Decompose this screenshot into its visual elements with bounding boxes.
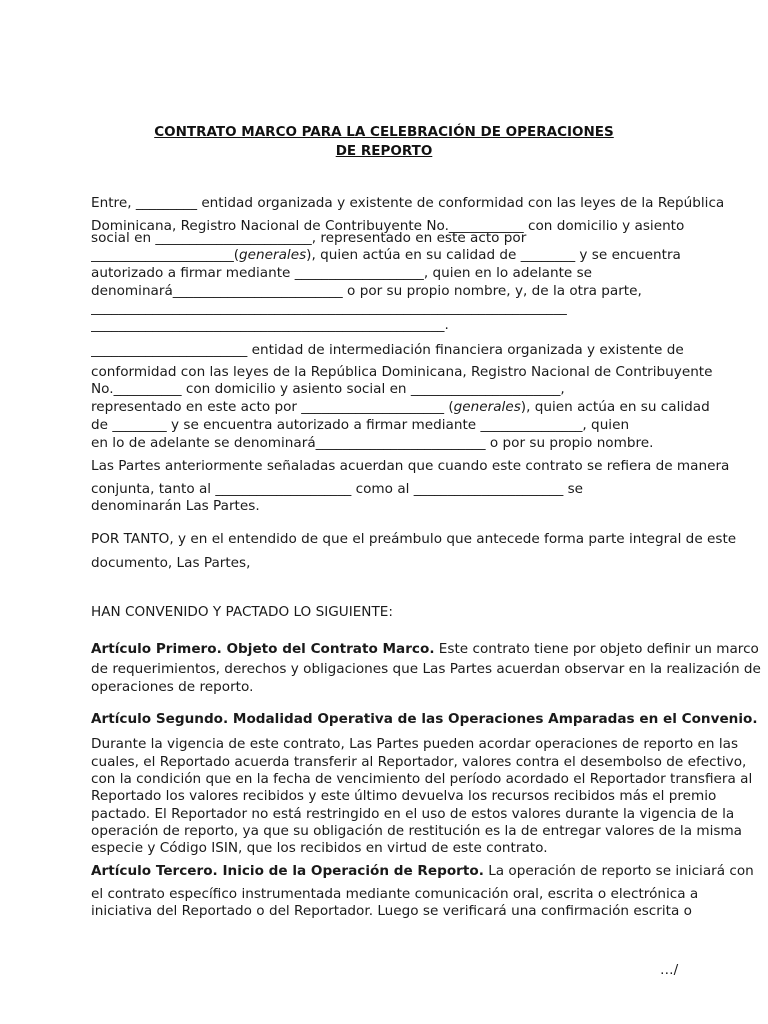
- document-title-line2: DE REPORTO: [335, 143, 433, 159]
- party1-line: Dominicana, Registro Nacional de Contribuyente No.___________ con domicilio y asiento: [91, 218, 685, 234]
- article1-heading: Artículo Primero. Objeto del Contrato Marco.: [91, 641, 435, 657]
- party1-line: Entre, _________ entidad organizada y existente de conformidad con las leyes de la República: [91, 195, 725, 211]
- article2-line: cuales, el Reportado acuerda transferir al Reportador, valores contra el desembolso de efectivo,: [91, 754, 747, 770]
- article1-line: de requerimientos, derechos y obligaciones que Las Partes acuerdan observar en la realización de: [91, 661, 761, 677]
- party2-line: No.__________ con domicilio y asiento social en ______________________,: [91, 381, 565, 397]
- portanto-line: documento, Las Partes,: [91, 555, 251, 571]
- article2-line: operación de reporto, ya que su obligación de restitución es la de entregar valores de la misma: [91, 823, 743, 839]
- party2-line: en lo de adelante se denominará_________________________ o por su propio nombre.: [91, 435, 654, 451]
- article2-line: pactado. El Reportador no está restringido en el uso de estos valores durante la vigencia de la: [91, 806, 735, 822]
- article2-line: Durante la vigencia de este contrato, Las Partes pueden acordar operaciones de reporto en las: [91, 736, 739, 752]
- document-title-line1: CONTRATO MARCO PARA LA CELEBRACIÓN DE OPERACIONES: [154, 124, 614, 140]
- party2-line: de ________ y se encuentra autorizado a firmar mediante _______________, quien: [91, 417, 630, 433]
- party1-line: denominará_________________________ o por su propio nombre, y, de la otra parte,: [91, 283, 642, 299]
- article3-heading: Artículo Tercero. Inicio de la Operación de Reporto.: [91, 863, 484, 879]
- portanto-line: POR TANTO, y en el entendido de que el preámbulo que antecede forma parte integral de este: [91, 531, 737, 547]
- article2-line: especie y Código ISIN, que los recibidos en virtud de este contrato.: [91, 840, 548, 856]
- article1-line: operaciones de reporto.: [91, 679, 254, 695]
- party2-line: _______________________ entidad de intermediación financiera organizada y existente de: [91, 342, 684, 358]
- article3-line: el contrato específico instrumentada mediante comunicación oral, escrita o electrónica a: [91, 886, 699, 902]
- article3-line: iniciativa del Reportado o del Reportador. Luego se verificará una confirmación escrita o: [91, 903, 692, 919]
- party1-line: ____________________________________________________.: [91, 317, 449, 333]
- party1-line: ______________________________________________________________________: [91, 300, 567, 316]
- partes-line: conjunta, tanto al ____________________ como al ______________________ se: [91, 481, 584, 497]
- partes-line: Las Partes anteriormente señaladas acuerdan que cuando este contrato se refiera de manera: [91, 458, 730, 474]
- article3-line: Artículo Tercero. Inicio de la Operación de Reporto. La operación de reporto se iniciará con: [91, 863, 754, 879]
- article1-line: Artículo Primero. Objeto del Contrato Marco. Este contrato tiene por objeto definir un marco: [91, 641, 759, 657]
- article2-heading: Artículo Segundo. Modalidad Operativa de las Operaciones Amparadas en el Convenio.: [91, 711, 758, 727]
- article2-line: Reportado los valores recibidos y este último devuelva los recursos recibidos más el premio: [91, 788, 717, 804]
- party1-line: social en _______________________, representado en este acto por: [91, 230, 527, 246]
- party2-line: representado en este acto por _____________________ (generales), quien actúa en su calidad: [91, 399, 710, 415]
- party1-line: _____________________(generales), quien actúa en su calidad de ________ y se encuentra: [91, 247, 681, 263]
- partes-line: denominarán Las Partes.: [91, 498, 260, 514]
- convenido-heading: HAN CONVENIDO Y PACTADO LO SIGUIENTE:: [91, 604, 393, 620]
- continuation-mark: …/: [660, 962, 679, 978]
- party2-line: conformidad con las leyes de la República Dominicana, Registro Nacional de Contribuyente: [91, 364, 713, 380]
- article2-line: con la condición que en la fecha de vencimiento del período acordado el Reportador transfiera al: [91, 771, 753, 787]
- party1-line: autorizado a firmar mediante ___________________, quien en lo adelante se: [91, 265, 593, 281]
